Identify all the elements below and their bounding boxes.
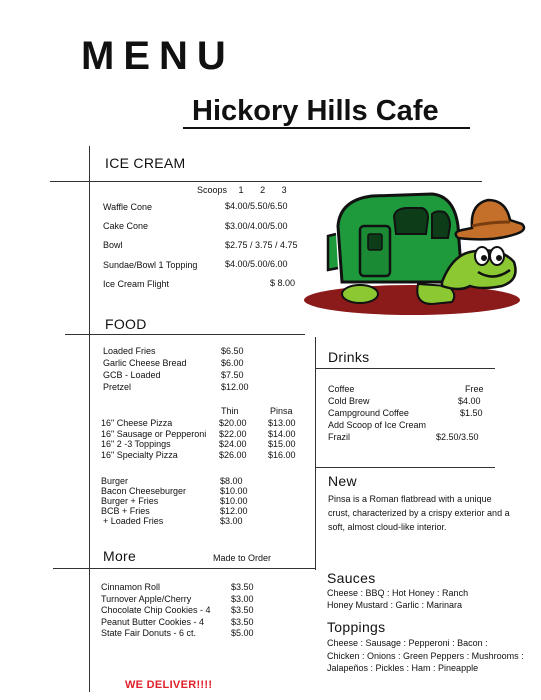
we-deliver-banner: WE DELIVER!!!! — [125, 679, 213, 691]
menu-item-name: Peanut Butter Cookies - 4 — [101, 617, 205, 627]
menu-item-name: Turnover Apple/Cherry — [101, 594, 192, 604]
menu-item-price: $5.00 — [231, 628, 254, 638]
pizza-pinsa-price: $13.00 — [268, 418, 296, 428]
pizza-thin-price: $24.00 — [219, 439, 247, 449]
menu-item-name: BCB + Fries — [101, 506, 150, 516]
pizza-thin-price: $22.00 — [219, 429, 247, 439]
menu-item-price: $3.50 — [231, 605, 254, 615]
toppings-line: Chicken : Onions : Green Peppers : Mushrooms : — [327, 651, 524, 661]
menu-item-price: $10.00 — [220, 486, 248, 496]
cafe-name: Hickory Hills Cafe — [192, 95, 439, 127]
menu-title: MENU — [81, 34, 235, 78]
menu-item-price: $12.00 — [221, 382, 249, 392]
pizza-col-thin: Thin — [221, 406, 239, 416]
pizza-name: 16" Sausage or Pepperoni — [101, 429, 207, 439]
scoops-label: Scoops — [197, 185, 228, 195]
menu-item-name: Burger — [101, 476, 129, 486]
menu-item-price: $12.00 — [220, 506, 248, 516]
drinks-heading: Drinks — [328, 349, 370, 365]
menu-item-name: Waffle Cone — [103, 202, 153, 212]
pizza-name: 16" Specialty Pizza — [101, 450, 178, 460]
menu-item-price: $4.00/5.50/6.50 — [225, 201, 288, 211]
menu-item-price: $4.00/5.00/6.00 — [225, 259, 288, 269]
toppings-line: Jalapeños : Pickles : Ham : Pineapple — [327, 663, 479, 673]
menu-item-price: $2.50/3.50 — [436, 432, 479, 442]
left-vertical-rule — [89, 146, 90, 692]
menu-item-price: $3.00 — [231, 594, 254, 604]
new-heading: New — [328, 473, 357, 489]
turtle-mascot-icon — [302, 186, 528, 318]
pizza-name: 16" Cheese Pizza — [101, 418, 173, 428]
ice-cream-heading: ICE CREAM — [105, 155, 186, 171]
new-divider-top — [315, 467, 495, 468]
food-heading: FOOD — [105, 316, 147, 332]
scoop-size-3: 3 — [281, 185, 287, 195]
pizza-pinsa-price: $16.00 — [268, 450, 296, 460]
scoop-size-2: 2 — [260, 185, 266, 195]
menu-item-price: $3.00 — [220, 516, 243, 526]
menu-item-price: Free — [465, 384, 484, 394]
menu-item-price: $3.00/4.00/5.00 — [225, 221, 288, 231]
add-scoop-note: Add Scoop of Ice Cream — [328, 420, 427, 430]
menu-item-name: Frazil — [328, 432, 350, 442]
menu-item-name: Bowl — [103, 240, 123, 250]
pizza-name: 16" 2 -3 Toppings — [101, 439, 171, 449]
menu-item-price: $ 8.00 — [270, 278, 296, 288]
menu-item-name: Chocolate Chip Cookies - 4 — [101, 605, 211, 615]
pizza-thin-price: $20.00 — [219, 418, 247, 428]
menu-item-name: Burger + Fries — [101, 496, 159, 506]
menu-item-name: Cinnamon Roll — [101, 582, 161, 592]
menu-item-price: $8.00 — [220, 476, 243, 486]
menu-item-name: GCB - Loaded — [103, 370, 161, 380]
new-description: Pinsa is a Roman flatbread with a unique crust, characterized by a crispy exterior and a soft, almost cloud-like interior. — [328, 494, 510, 532]
menu-item-name: State Fair Donuts - 6 ct. — [101, 628, 197, 638]
more-heading: More — [103, 548, 137, 564]
menu-item-name: Sundae/Bowl 1 Topping — [103, 260, 198, 270]
right-vertical-rule — [315, 337, 316, 570]
ice-cream-divider — [50, 181, 482, 182]
menu-item-price: $3.50 — [231, 617, 254, 627]
pizza-col-pinsa: Pinsa — [270, 406, 293, 416]
menu-item-price: $7.50 — [221, 370, 244, 380]
menu-item-name: Cold Brew — [328, 396, 370, 406]
menu-item-price: $1.50 — [460, 408, 483, 418]
menu-item-name: Coffee — [328, 384, 355, 394]
scoops-header — [197, 185, 287, 195]
drinks-divider — [315, 368, 495, 369]
menu-item-price: $6.00 — [221, 358, 244, 368]
menu-item-name: Garlic Cheese Bread — [103, 358, 187, 368]
toppings-heading: Toppings — [327, 619, 386, 635]
menu-item-name: Ice Cream Flight — [103, 279, 170, 289]
scoop-size-1: 1 — [238, 185, 244, 195]
pizza-pinsa-price: $14.00 — [268, 429, 296, 439]
pizza-pinsa-price: $15.00 — [268, 439, 296, 449]
menu-item-price: $6.50 — [221, 346, 244, 356]
made-to-order-note: Made to Order — [213, 553, 272, 563]
menu-item-name: Loaded Fries — [103, 346, 156, 356]
food-divider — [65, 334, 305, 335]
menu-item-name: + Loaded Fries — [103, 516, 164, 526]
sauces-heading: Sauces — [327, 570, 376, 586]
menu-item-name: Cake Cone — [103, 221, 149, 231]
menu-item-price: $4.00 — [458, 396, 481, 406]
toppings-line: Cheese : Sausage : Pepperoni : Bacon : — [327, 638, 488, 648]
more-divider — [53, 568, 315, 569]
menu-item-price: $10.00 — [220, 496, 248, 506]
sauces-line: Honey Mustard : Garlic : Marinara — [327, 600, 463, 610]
cafe-name-underline — [183, 127, 470, 129]
menu-item-price: $2.75 / 3.75 / 4.75 — [225, 240, 298, 250]
menu-item-name: Campground Coffee — [328, 408, 409, 418]
menu-item-name: Bacon Cheeseburger — [101, 486, 187, 496]
pizza-thin-price: $26.00 — [219, 450, 247, 460]
menu-item-price: $3.50 — [231, 582, 254, 592]
menu-item-name: Pretzel — [103, 382, 132, 392]
sauces-line: Cheese : BBQ : Hot Honey : Ranch — [327, 588, 469, 598]
